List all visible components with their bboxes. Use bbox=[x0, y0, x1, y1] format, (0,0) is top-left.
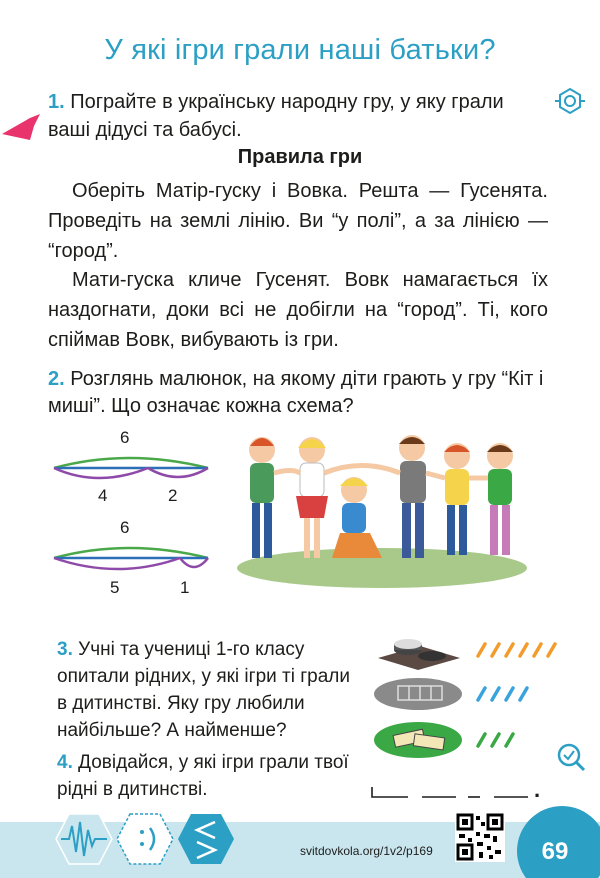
sound-wave-icon bbox=[55, 812, 113, 866]
tally-marks bbox=[478, 644, 555, 746]
scheme-1-right: 2 bbox=[168, 486, 178, 505]
rules-title: Правила гри bbox=[237, 146, 363, 168]
tally-mark bbox=[478, 644, 485, 656]
page-number: 69 bbox=[541, 838, 569, 865]
task2 bbox=[48, 366, 558, 420]
magnifier-icon bbox=[555, 741, 587, 773]
scheme-2-right: 1 bbox=[180, 578, 190, 597]
tally-mark bbox=[478, 688, 485, 700]
qr-code-icon[interactable] bbox=[455, 812, 505, 862]
answer-line bbox=[370, 777, 550, 808]
rules-paragraph-1 bbox=[48, 176, 548, 266]
task4-text: Довідайся, у які ігри грали твої рідні в дитинстві. bbox=[57, 752, 349, 800]
tally-mark bbox=[478, 734, 485, 746]
tally-mark bbox=[520, 688, 527, 700]
task2-text: Розглянь малюнок, на якому діти грають у гру “Кіт і миші”. Що означає кожна схема? bbox=[48, 368, 544, 417]
page-title: У які ігри грали наші батьки? bbox=[104, 34, 496, 66]
scheme-2 bbox=[48, 518, 218, 598]
scheme-1-diagram bbox=[48, 446, 218, 488]
checkers-icon bbox=[378, 639, 460, 670]
scheme-2-total: 6 bbox=[120, 518, 130, 537]
tally-mark bbox=[520, 644, 527, 656]
tally-mark bbox=[492, 734, 499, 746]
task2-number: 2. bbox=[48, 368, 65, 390]
task1-number: 1. bbox=[48, 91, 65, 113]
tally-mark bbox=[548, 644, 555, 656]
smile-icon bbox=[116, 812, 174, 866]
scheme-1-total: 6 bbox=[120, 428, 130, 447]
task3-number: 3. bbox=[57, 639, 73, 660]
task3 bbox=[57, 636, 357, 744]
children-playing-illustration bbox=[232, 428, 532, 588]
footer-url[interactable]: svitdovkola.org/1v2/p169 bbox=[300, 844, 433, 858]
rules-paragraph-2 bbox=[48, 265, 548, 355]
scheme-2-left: 5 bbox=[110, 578, 120, 597]
rules-paragraph-1-text: Оберіть Матір-гуску і Вовка. Решта — Гусенята. Проведіть на землі лінію. Ви “у полі”, а за лінією — “город”. bbox=[48, 180, 548, 262]
tally-mark bbox=[492, 688, 499, 700]
game-gear-icon bbox=[553, 86, 587, 116]
scheme-2-diagram bbox=[48, 536, 218, 580]
compare-signs-icon bbox=[177, 812, 235, 866]
answer-blanks bbox=[370, 783, 550, 803]
tally-mark bbox=[506, 688, 513, 700]
tally-mark bbox=[506, 734, 513, 746]
task1-text-line2: ваші дідусі та бабусі. bbox=[48, 119, 242, 141]
tally-mark bbox=[492, 644, 499, 656]
task4 bbox=[57, 749, 357, 803]
task1-text-line1: Пограйте в українську народну гру, у яку грали bbox=[70, 91, 504, 113]
scheme-1-left: 4 bbox=[98, 486, 108, 505]
tally-mark bbox=[506, 644, 513, 656]
task1 bbox=[48, 88, 548, 116]
tally-mark bbox=[534, 644, 541, 656]
dominoes-icon bbox=[374, 722, 462, 758]
hopscotch-icon bbox=[374, 678, 462, 710]
task3-text: Учні та учениці 1-го класу опитали рідних, у які ігри ті грали в дитинстві. Яку гру любили найбільше? А найменше? bbox=[57, 639, 350, 741]
answer-dot: . bbox=[534, 777, 541, 802]
rules-paragraph-2-text: Мати-гуска кличе Гусенят. Вовк намагається їх наздогнати, доки всі не добігли на “город”. Ті, кого спіймав Вовк, вибувають із гри. bbox=[48, 269, 548, 351]
scheme-1 bbox=[48, 428, 218, 508]
task4-number: 4. bbox=[57, 752, 73, 773]
arrow-marker-icon bbox=[0, 112, 44, 142]
